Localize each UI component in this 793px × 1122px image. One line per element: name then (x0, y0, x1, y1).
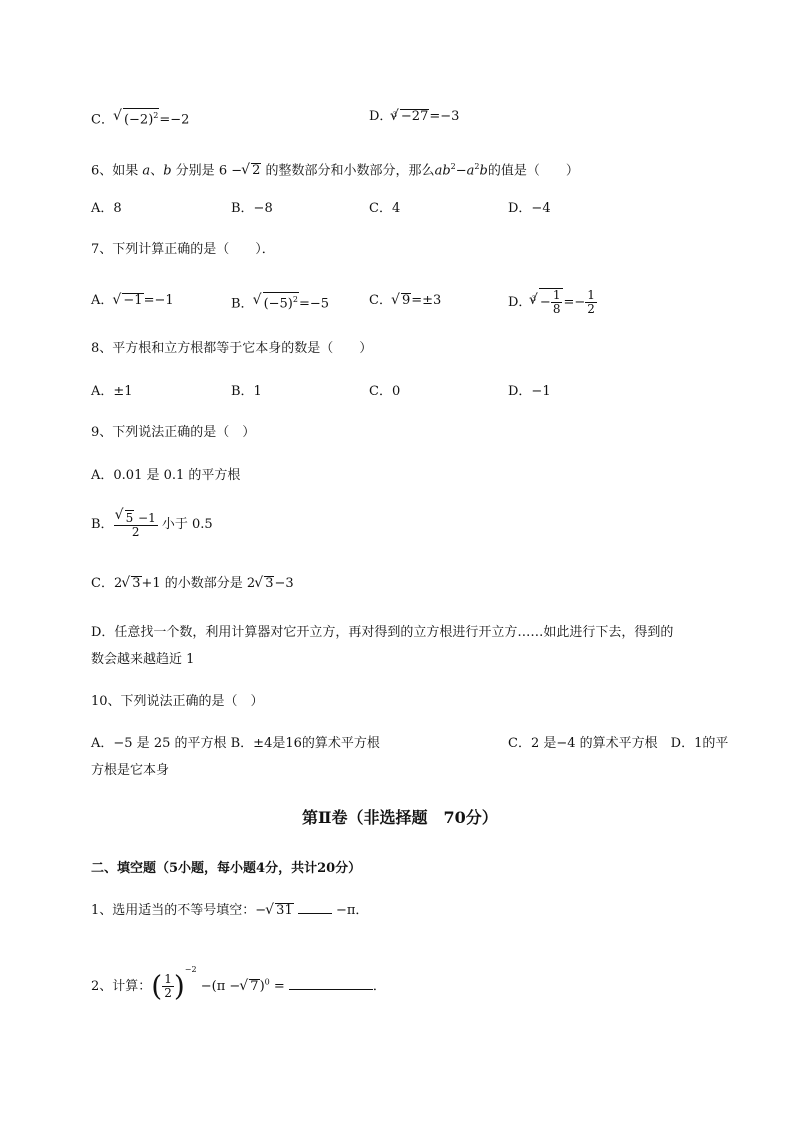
q8-option-c: C．0 (369, 384, 401, 399)
q8-stem: 8、平方根和立方根都等于它本身的数是（ ） (91, 341, 373, 356)
q6-option-b: B．−8 (231, 201, 273, 216)
answer-blank-1[interactable] (298, 913, 332, 914)
fill-question-1: 1、选用适当的不等号填空：−√ 31 −π． (91, 902, 368, 920)
q9-option-d-line1: D．任意找一个数，利用计算器对它开立方，再对得到的立方根进行开立方……如此进行下去，得到的 (91, 625, 674, 640)
q6-option-c: C．4 (369, 201, 401, 216)
q8-option-b: B．1 (231, 384, 262, 399)
part2-title: 第Ⅱ卷（非选择题 70分） (302, 808, 498, 827)
q9-option-b: B． √ $\frac{5 -1}{2}$ 小于 0.5 (91, 510, 213, 540)
q5-option-c: C．√ $(-2)^2=-2$ (91, 108, 189, 129)
q7-stem: 7、下列计算正确的是（ ）． (91, 242, 275, 257)
q7-option-d: D．$^3$√ − $\frac{1}{8}$ =− $\frac{1}{2}$ (508, 288, 597, 316)
section-heading: 二、填空题（5小题，每小题4分，共计20分） (91, 861, 362, 876)
q10-options-line2: 方根是它本身 (91, 763, 170, 778)
q10-stem: 10、下列说法正确的是（ ） (91, 694, 264, 709)
q5-option-d: D．$^3$√ −27=−3 (369, 108, 459, 126)
q9-stem: 9、下列说法正确的是（ ） (91, 425, 256, 440)
q9-option-d-line2: 数会越来越趋近 1 (91, 652, 195, 667)
fill-question-2: 2、计算：( $\frac{1}{2}$ )$^{-2}$ −(π −√ 7)$^0$ = ． (91, 952, 386, 1005)
q10-options-ab: A．−5 是 25 的平方根 B．±4是16的算术平方根 (91, 736, 380, 751)
q7-option-a: A．√ −1=−1 (91, 292, 174, 310)
q6-stem: 6、如果 a、b 分别是 6 −√ 2 的整数部分和小数部分，那么$ab^2-a^2b$的值是（ ） (91, 158, 579, 180)
q8-option-a: A．±1 (91, 384, 133, 399)
q8-option-d: D．−1 (508, 384, 551, 399)
q10-options-cd: C．2 是−4 的算术平方根 D．1的平 (508, 736, 729, 751)
q6-option-d: D．−4 (508, 201, 551, 216)
answer-blank-2[interactable] (289, 989, 373, 990)
q9-option-a: A．0.01 是 0.1 的平方根 (91, 468, 241, 483)
q7-option-b: B．√ $(-5)^2=-5$ (231, 292, 329, 313)
q7-option-c: C．√ 9=±3 (369, 292, 441, 310)
q9-option-c: C．2√ 3+1 的小数部分是 2√ 3−3 (91, 575, 294, 593)
q6-option-a: A．8 (91, 201, 122, 216)
